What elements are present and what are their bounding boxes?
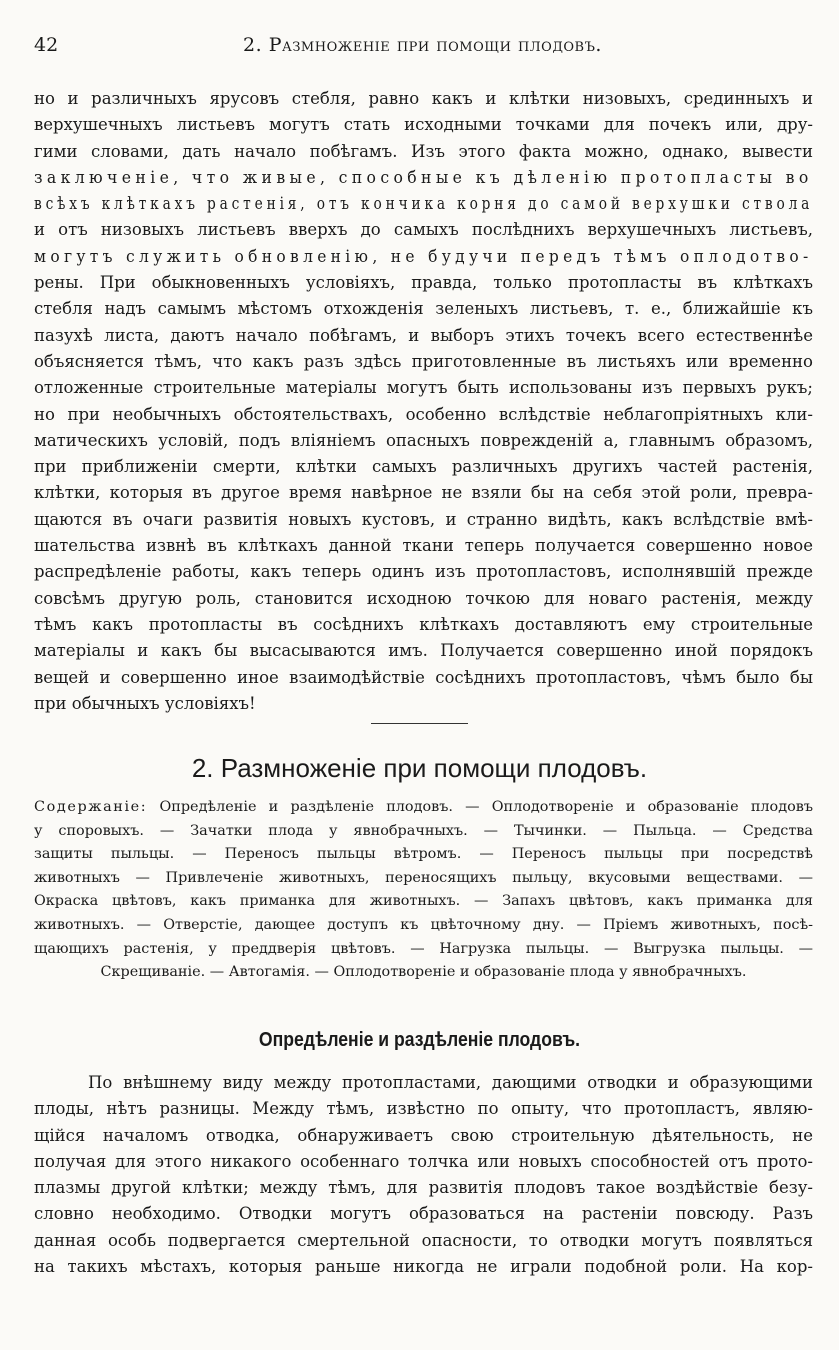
- text-line: данная особь подвергается смертельной опасности, то отводки могутъ появляться: [34, 1230, 813, 1250]
- text-line: шательства извнѣ въ клѣткахъ данной ткани теперь получается совершенно новое: [34, 536, 813, 556]
- summary-line: Скрещиваніе. — Автогамія. — Оплодотвореніе и образованіе плода у явнобрачныхъ.: [100, 964, 747, 981]
- running-title: [34, 34, 811, 56]
- text-line: гими словами, дать начало побѣгамъ. Изъ этого факта можно, однако, вывести: [34, 141, 813, 161]
- running-head: [34, 34, 811, 58]
- text-line: отложенные строительные матеріалы могутъ быть использованы изъ первыхъ рукъ;: [34, 378, 813, 398]
- text-line: верхушечныхъ листьевъ могутъ стать исходными точками для почекъ или, дру-: [34, 115, 813, 135]
- text-line: при обычныхъ условіяхъ!: [34, 693, 256, 713]
- running-title-number: 2.: [243, 34, 263, 56]
- summary-line: щающихъ растенія, у преддверія цвѣтовъ. — Нагрузка пыльцы. — Выгрузка пыльцы. —: [34, 940, 813, 957]
- section-contents-summary: [34, 796, 813, 985]
- text-line: щаются въ очаги развитія новыхъ кустовъ, и странно видѣть, какъ вслѣдствіе вмѣ-: [34, 509, 813, 529]
- text-line: но при необычныхъ обстоятельствахъ, особенно вслѣдствіе неблагопріятныхъ кли-: [34, 404, 813, 424]
- text-line: и отъ низовыхъ листьевъ вверхъ до самыхъ послѣднихъ верхушечныхъ листьевъ,: [34, 220, 813, 240]
- section-divider: [371, 723, 468, 724]
- summary-line: защиты пыльцы. — Переносъ пыльцы вѣтромъ. — Переносъ пыльцы при посредствѣ: [34, 846, 813, 863]
- text-line-spaced: могутъ служить обновленію, не будучи передъ тѣмъ оплодотво-: [34, 246, 813, 266]
- text-line: матеріалы и какъ бы высасываются имъ. Получается совершенно иной порядокъ: [34, 641, 813, 661]
- summary-line: животныхъ — Привлеченіе животныхъ, переносящихъ пыльцу, вкусовыми веществами. —: [34, 869, 813, 886]
- summary-line: у споровыхъ. — Зачатки плода у явнобрачныхъ. — Тычинки. — Пыльца. — Средства: [34, 822, 813, 839]
- text-line: плоды, нѣтъ разницы. Между тѣмъ, извѣстно по опыту, что протопластъ, являю-: [34, 1099, 813, 1119]
- summary-label: Содержаніе:: [34, 799, 148, 815]
- text-line: объясняется тѣмъ, что какъ разъ здѣсь приготовленные въ листьяхъ или временно: [34, 351, 813, 371]
- paragraph-1: [34, 86, 813, 717]
- text-line: клѣтки, которыя въ другое время навѣрное не взяли бы на себя этой роли, превра-: [34, 483, 813, 503]
- summary-line: Окраска цвѣтовъ, какъ приманка для животныхъ. — Запахъ цвѣтовъ, какъ приманка для: [34, 893, 813, 910]
- text-line: пазухѣ листа, даютъ начало побѣгамъ, и выборъ этихъ точекъ всего естественнѣе: [34, 325, 813, 345]
- text-line: рены. При обыкновенныхъ условіяхъ, правда, только протопласты въ клѣткахъ: [34, 273, 813, 293]
- text-line: распредѣленіе работы, какъ теперь одинъ изъ протопластовъ, исполнявшій прежде: [34, 562, 813, 582]
- section-title: 2. Размноженіе при помощи плодовъ.: [191, 753, 648, 783]
- text-line-spaced: всѣхъ клѣткахъ растенія, отъ кончика корня до самой верхушки ствола: [34, 194, 814, 214]
- summary-line: [34, 796, 813, 820]
- running-title-text: Размноженіе при помощи плодовъ.: [268, 34, 602, 56]
- text-line-spaced: заключеніе, что живые, способные къ дѣленію протопласты во: [34, 167, 813, 187]
- summary-line: животныхъ. — Отверстіе, дающее доступъ къ цвѣточному дну. — Пріемъ животныхъ, посѣ-: [34, 916, 813, 933]
- text-line: на такихъ мѣстахъ, которыя раньше никогда не играли подобной роли. На кор-: [34, 1257, 813, 1277]
- text-line: щійся началомъ отводка, обнаруживаетъ свою строительную дѣятельность, не: [34, 1125, 813, 1145]
- text-line: совсѣмъ другую роль, становится исходною точкою для новаго растенія, между: [34, 588, 813, 608]
- text-line: словно необходимо. Отводки могутъ образоваться на растеніи повсюду. Разъ: [34, 1204, 813, 1224]
- text-line: но и различныхъ ярусовъ стебля, равно какъ и клѣтки низовыхъ, срединныхъ и: [34, 89, 813, 108]
- text-line: плазмы другой клѣтки; между тѣмъ, для развитія плодовъ такое воздѣйствіе безу-: [34, 1178, 813, 1198]
- text-line: при приближеніи смерти, клѣтки самыхъ различныхъ другихъ частей растенія,: [34, 457, 813, 477]
- page-number: 42: [34, 34, 59, 56]
- paragraph-2: [34, 1070, 813, 1280]
- text-line: вещей и совершенно иное взаимодѣйствіе сосѣднихъ протопластовъ, чѣмъ было бы: [34, 667, 813, 687]
- summary-line-text: Опредѣленіе и раздѣленіе плодовъ. — Оплодотвореніе и образованіе плодовъ: [159, 799, 813, 815]
- text-line: получая для этого никакого особеннаго толчка или новыхъ способностей отъ прото-: [34, 1151, 813, 1171]
- subsection-title: Опредѣленіе и раздѣленіе плодовъ.: [258, 1029, 581, 1051]
- text-line: По внѣшнему виду между протопластами, дающими отводки и образующими: [88, 1073, 813, 1092]
- text-line: стебля надъ самымъ мѣстомъ отхожденія зеленыхъ листьевъ, т. е., ближайшіе къ: [34, 299, 813, 319]
- text-line: матическихъ условій, подъ вліяніемъ опасныхъ поврежденій а, главнымъ образомъ,: [34, 430, 813, 450]
- text-line: тѣмъ какъ протопласты въ сосѣднихъ клѣткахъ доставляютъ ему строительные: [34, 614, 813, 634]
